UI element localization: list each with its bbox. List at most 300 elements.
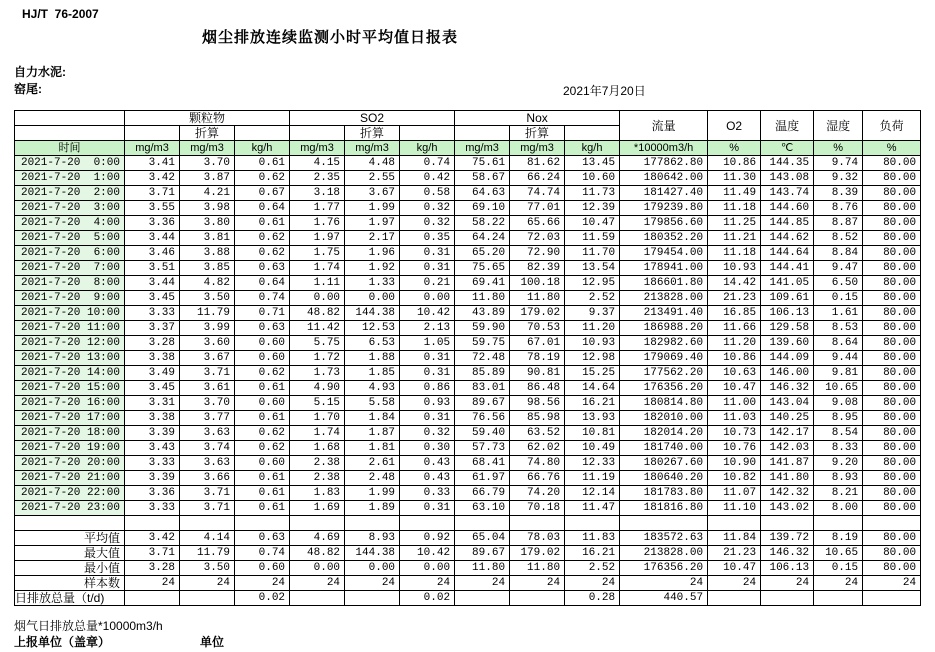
- value-cell: 3.39: [125, 471, 180, 486]
- value-cell: 180640.20: [620, 471, 708, 486]
- unit-header: %: [814, 141, 863, 156]
- table-row: [15, 201, 921, 216]
- value-cell: 1.81: [345, 441, 400, 456]
- summary-value-cell: 24: [180, 576, 235, 591]
- value-cell: 0.63: [235, 261, 290, 276]
- value-cell: 10.47: [565, 216, 620, 231]
- summary-value-cell: 0.60: [235, 561, 290, 576]
- value-cell: 2.61: [345, 456, 400, 471]
- value-cell: 3.51: [125, 261, 180, 276]
- value-cell: 3.44: [125, 231, 180, 246]
- summary-row: [15, 591, 921, 606]
- value-cell: 11.59: [565, 231, 620, 246]
- value-cell: 8.95: [814, 411, 863, 426]
- value-cell: 1.74: [290, 261, 345, 276]
- summary-value-cell: 24: [510, 576, 565, 591]
- value-cell: 66.24: [510, 171, 565, 186]
- table-row: [15, 441, 921, 456]
- value-cell: 143.08: [761, 171, 814, 186]
- empty-cell: [455, 516, 510, 531]
- value-cell: 0.00: [400, 291, 455, 306]
- value-cell: 181740.00: [620, 441, 708, 456]
- value-cell: 2.17: [345, 231, 400, 246]
- summary-value-cell: 24: [345, 576, 400, 591]
- value-cell: 180352.20: [620, 231, 708, 246]
- value-cell: 0.60: [235, 396, 290, 411]
- table-row: [15, 396, 921, 411]
- time-cell: 2021-7-20 2:00: [15, 186, 125, 201]
- company-name: 自力水泥:: [14, 65, 66, 79]
- summary-value-cell: 11.80: [455, 561, 510, 576]
- summary-value-cell: 89.67: [455, 546, 510, 561]
- table-row: [15, 366, 921, 381]
- summary-value-cell: 0.00: [290, 561, 345, 576]
- empty-cell: [15, 516, 125, 531]
- unit-header: mg/m3: [455, 141, 510, 156]
- value-cell: 3.49: [125, 366, 180, 381]
- summary-value-cell: 24: [400, 576, 455, 591]
- time-cell: 2021-7-20 6:00: [15, 246, 125, 261]
- time-cell: 2021-7-20 7:00: [15, 261, 125, 276]
- unit-header: *10000m3/h: [620, 141, 708, 156]
- value-cell: 8.52: [814, 231, 863, 246]
- group-header-so2: SO2: [290, 111, 455, 126]
- value-cell: 80.00: [863, 246, 921, 261]
- empty-header-cell: [290, 126, 345, 141]
- value-cell: 182014.20: [620, 426, 708, 441]
- value-cell: 1.92: [345, 261, 400, 276]
- value-cell: 80.00: [863, 381, 921, 396]
- value-cell: 67.01: [510, 336, 565, 351]
- spacer-row: [15, 516, 921, 531]
- value-cell: 177862.80: [620, 156, 708, 171]
- summary-value-cell: 11.79: [180, 546, 235, 561]
- value-cell: 176356.20: [620, 381, 708, 396]
- value-cell: 80.00: [863, 171, 921, 186]
- summary-value-cell: 176356.20: [620, 561, 708, 576]
- value-cell: 66.76: [510, 471, 565, 486]
- value-cell: 3.39: [125, 426, 180, 441]
- value-cell: 11.10: [708, 501, 761, 516]
- value-cell: 129.58: [761, 321, 814, 336]
- value-cell: 11.19: [565, 471, 620, 486]
- time-cell: 2021-7-20 3:00: [15, 201, 125, 216]
- value-cell: 3.67: [345, 186, 400, 201]
- value-cell: 69.41: [455, 276, 510, 291]
- value-cell: 3.36: [125, 216, 180, 231]
- time-cell: 2021-7-20 0:00: [15, 156, 125, 171]
- value-cell: 3.67: [180, 351, 235, 366]
- value-cell: 178941.00: [620, 261, 708, 276]
- value-cell: 3.50: [180, 291, 235, 306]
- value-cell: 9.08: [814, 396, 863, 411]
- value-cell: 0.21: [400, 276, 455, 291]
- value-cell: 2.38: [290, 471, 345, 486]
- value-cell: 144.64: [761, 246, 814, 261]
- value-cell: 213491.40: [620, 306, 708, 321]
- summary-value-cell: 24: [761, 576, 814, 591]
- time-cell: 2021-7-20 10:00: [15, 306, 125, 321]
- value-cell: 213828.00: [620, 291, 708, 306]
- value-cell: 3.74: [180, 441, 235, 456]
- value-cell: 1.73: [290, 366, 345, 381]
- value-cell: 80.00: [863, 396, 921, 411]
- time-cell: 2021-7-20 21:00: [15, 471, 125, 486]
- value-cell: 1.97: [290, 231, 345, 246]
- time-column-header: 时间: [15, 141, 125, 156]
- time-cell: 2021-7-20 4:00: [15, 216, 125, 231]
- value-cell: 9.44: [814, 351, 863, 366]
- value-cell: 0.31: [400, 261, 455, 276]
- summary-value-cell: 106.13: [761, 561, 814, 576]
- summary-value-cell: 213828.00: [620, 546, 708, 561]
- summary-value-cell: 78.03: [510, 531, 565, 546]
- summary-value-cell: 24: [620, 576, 708, 591]
- value-cell: 0.61: [235, 411, 290, 426]
- value-cell: 1.61: [814, 306, 863, 321]
- value-cell: 5.58: [345, 396, 400, 411]
- value-cell: 80.00: [863, 201, 921, 216]
- value-cell: 2.13: [400, 321, 455, 336]
- time-cell: 2021-7-20 18:00: [15, 426, 125, 441]
- time-cell: 2021-7-20 12:00: [15, 336, 125, 351]
- unit-header: mg/m3: [180, 141, 235, 156]
- value-cell: 59.90: [455, 321, 510, 336]
- value-cell: 3.60: [180, 336, 235, 351]
- value-cell: 1.75: [290, 246, 345, 261]
- value-cell: 4.15: [290, 156, 345, 171]
- time-cell: 2021-7-20 8:00: [15, 276, 125, 291]
- value-cell: 1.05: [400, 336, 455, 351]
- value-cell: 0.61: [235, 381, 290, 396]
- value-cell: 9.47: [814, 261, 863, 276]
- value-cell: 140.25: [761, 411, 814, 426]
- unit-header: kg/h: [565, 141, 620, 156]
- table-row: [15, 216, 921, 231]
- value-cell: 10.73: [708, 426, 761, 441]
- kiln-label: 窑尾:: [14, 82, 42, 96]
- value-cell: 80.00: [863, 276, 921, 291]
- value-cell: 0.62: [235, 366, 290, 381]
- table-row: [15, 186, 921, 201]
- table-row: [15, 156, 921, 171]
- value-cell: 141.05: [761, 276, 814, 291]
- header-row-units: [15, 141, 921, 156]
- value-cell: 1.99: [345, 486, 400, 501]
- summary-value-cell: 440.57: [620, 591, 708, 606]
- value-cell: 146.32: [761, 381, 814, 396]
- value-cell: 0.74: [400, 156, 455, 171]
- value-cell: 12.98: [565, 351, 620, 366]
- converted-header-so2: 折算: [345, 126, 400, 141]
- value-cell: 0.61: [235, 501, 290, 516]
- summary-value-cell: [510, 591, 565, 606]
- value-cell: 81.62: [510, 156, 565, 171]
- value-cell: 8.53: [814, 321, 863, 336]
- value-cell: 48.82: [290, 306, 345, 321]
- value-cell: 78.19: [510, 351, 565, 366]
- value-cell: 3.45: [125, 291, 180, 306]
- report-date: 2021年7月20日: [563, 84, 646, 98]
- summary-value-cell: 0.02: [235, 591, 290, 606]
- value-cell: 74.80: [510, 456, 565, 471]
- value-cell: 181427.40: [620, 186, 708, 201]
- value-cell: 181783.80: [620, 486, 708, 501]
- summary-value-cell: 24: [235, 576, 290, 591]
- summary-value-cell: 2.52: [565, 561, 620, 576]
- value-cell: 72.03: [510, 231, 565, 246]
- value-cell: 3.88: [180, 246, 235, 261]
- value-cell: 70.53: [510, 321, 565, 336]
- time-cell: 2021-7-20 19:00: [15, 441, 125, 456]
- value-cell: 144.09: [761, 351, 814, 366]
- table-row: [15, 246, 921, 261]
- value-cell: 86.48: [510, 381, 565, 396]
- value-cell: 10.76: [708, 441, 761, 456]
- table-row: [15, 171, 921, 186]
- value-cell: 3.36: [125, 486, 180, 501]
- flow-total-note: 烟气日排放总量*10000m3/h: [14, 619, 163, 633]
- summary-value-cell: [761, 591, 814, 606]
- value-cell: 12.14: [565, 486, 620, 501]
- unit-header: kg/h: [235, 141, 290, 156]
- value-cell: 141.87: [761, 456, 814, 471]
- value-cell: 2.35: [290, 171, 345, 186]
- summary-row: [15, 546, 921, 561]
- value-cell: 80.00: [863, 366, 921, 381]
- value-cell: 58.67: [455, 171, 510, 186]
- value-cell: 0.58: [400, 186, 455, 201]
- value-cell: 0.74: [235, 291, 290, 306]
- value-cell: 72.90: [510, 246, 565, 261]
- value-cell: 10.82: [708, 471, 761, 486]
- summary-value-cell: 11.83: [565, 531, 620, 546]
- value-cell: 80.00: [863, 156, 921, 171]
- summary-value-cell: 80.00: [863, 561, 921, 576]
- value-cell: 4.48: [345, 156, 400, 171]
- empty-cell: [761, 516, 814, 531]
- value-cell: 12.95: [565, 276, 620, 291]
- value-cell: 59.40: [455, 426, 510, 441]
- value-cell: 0.42: [400, 171, 455, 186]
- value-cell: 10.90: [708, 456, 761, 471]
- value-cell: 3.28: [125, 336, 180, 351]
- empty-cell: [400, 516, 455, 531]
- empty-header-cell: [15, 111, 125, 126]
- value-cell: 0.31: [400, 366, 455, 381]
- value-cell: 179856.60: [620, 216, 708, 231]
- summary-value-cell: [180, 591, 235, 606]
- empty-cell: [565, 516, 620, 531]
- summary-value-cell: 24: [125, 576, 180, 591]
- time-cell: 2021-7-20 1:00: [15, 171, 125, 186]
- report-unit-label: 上报单位（盖章）: [14, 635, 111, 649]
- value-cell: 3.63: [180, 456, 235, 471]
- value-cell: 0.31: [400, 246, 455, 261]
- value-cell: 142.17: [761, 426, 814, 441]
- summary-label: 样本数: [15, 576, 125, 591]
- value-cell: 76.56: [455, 411, 510, 426]
- value-cell: 10.47: [708, 381, 761, 396]
- value-cell: 90.81: [510, 366, 565, 381]
- value-cell: 65.66: [510, 216, 565, 231]
- empty-header-cell: [400, 126, 455, 141]
- table-row: [15, 426, 921, 441]
- table-row: [15, 276, 921, 291]
- value-cell: 1.74: [290, 426, 345, 441]
- value-cell: 9.74: [814, 156, 863, 171]
- table-row: [15, 411, 921, 426]
- summary-value-cell: 10.65: [814, 546, 863, 561]
- value-cell: 0.62: [235, 171, 290, 186]
- group-header-load: 负荷: [863, 111, 921, 141]
- value-cell: 139.60: [761, 336, 814, 351]
- summary-value-cell: 24: [814, 576, 863, 591]
- value-cell: 146.00: [761, 366, 814, 381]
- value-cell: 69.10: [455, 201, 510, 216]
- value-cell: 98.56: [510, 396, 565, 411]
- value-cell: 77.01: [510, 201, 565, 216]
- unit-label: 单位: [200, 635, 225, 649]
- value-cell: 0.32: [400, 216, 455, 231]
- empty-cell: [125, 516, 180, 531]
- value-cell: 4.21: [180, 186, 235, 201]
- empty-header-cell: [15, 126, 125, 141]
- value-cell: 186988.20: [620, 321, 708, 336]
- value-cell: 144.60: [761, 201, 814, 216]
- value-cell: 0.31: [400, 351, 455, 366]
- value-cell: 0.32: [400, 426, 455, 441]
- value-cell: 80.00: [863, 456, 921, 471]
- summary-value-cell: [863, 591, 921, 606]
- summary-value-cell: 3.71: [125, 546, 180, 561]
- value-cell: 11.21: [708, 231, 761, 246]
- value-cell: 8.00: [814, 501, 863, 516]
- value-cell: 63.10: [455, 501, 510, 516]
- value-cell: 8.54: [814, 426, 863, 441]
- summary-label: 平均值: [15, 531, 125, 546]
- value-cell: 11.80: [510, 291, 565, 306]
- value-cell: 3.70: [180, 396, 235, 411]
- summary-value-cell: 24: [290, 576, 345, 591]
- value-cell: 80.00: [863, 306, 921, 321]
- value-cell: 11.73: [565, 186, 620, 201]
- value-cell: 65.20: [455, 246, 510, 261]
- value-cell: 144.41: [761, 261, 814, 276]
- summary-value-cell: [814, 591, 863, 606]
- value-cell: 1.84: [345, 411, 400, 426]
- value-cell: 179069.40: [620, 351, 708, 366]
- value-cell: 12.33: [565, 456, 620, 471]
- table-row: [15, 456, 921, 471]
- value-cell: 3.31: [125, 396, 180, 411]
- value-cell: 16.85: [708, 306, 761, 321]
- value-cell: 11.70: [565, 246, 620, 261]
- value-cell: 8.87: [814, 216, 863, 231]
- value-cell: 85.98: [510, 411, 565, 426]
- group-header-temp: 温度: [761, 111, 814, 141]
- time-cell: 2021-7-20 13:00: [15, 351, 125, 366]
- value-cell: 75.61: [455, 156, 510, 171]
- value-cell: 3.33: [125, 501, 180, 516]
- summary-value-cell: 144.38: [345, 546, 400, 561]
- value-cell: 186601.80: [620, 276, 708, 291]
- value-cell: 89.67: [455, 396, 510, 411]
- value-cell: 13.93: [565, 411, 620, 426]
- value-cell: 0.67: [235, 186, 290, 201]
- summary-value-cell: [708, 591, 761, 606]
- value-cell: 80.00: [863, 486, 921, 501]
- value-cell: 3.77: [180, 411, 235, 426]
- value-cell: 13.45: [565, 156, 620, 171]
- value-cell: 74.74: [510, 186, 565, 201]
- value-cell: 179.02: [510, 306, 565, 321]
- value-cell: 10.93: [565, 336, 620, 351]
- value-cell: 0.61: [235, 216, 290, 231]
- value-cell: 3.42: [125, 171, 180, 186]
- value-cell: 0.62: [235, 441, 290, 456]
- value-cell: 0.61: [235, 486, 290, 501]
- group-header-pm: 颗粒物: [125, 111, 290, 126]
- summary-value-cell: 65.04: [455, 531, 510, 546]
- value-cell: 14.42: [708, 276, 761, 291]
- value-cell: 0.93: [400, 396, 455, 411]
- summary-value-cell: 0.00: [345, 561, 400, 576]
- value-cell: 0.33: [400, 486, 455, 501]
- summary-value-cell: 8.93: [345, 531, 400, 546]
- time-cell: 2021-7-20 23:00: [15, 501, 125, 516]
- value-cell: 0.31: [400, 501, 455, 516]
- group-header-flow: 流量: [620, 111, 708, 141]
- summary-value-cell: 0.00: [400, 561, 455, 576]
- value-cell: 3.85: [180, 261, 235, 276]
- value-cell: 80.00: [863, 471, 921, 486]
- value-cell: 1.97: [345, 216, 400, 231]
- converted-header-pm: 折算: [180, 126, 235, 141]
- table-row: [15, 351, 921, 366]
- value-cell: 3.87: [180, 171, 235, 186]
- value-cell: 0.60: [235, 336, 290, 351]
- value-cell: 11.07: [708, 486, 761, 501]
- value-cell: 3.71: [180, 366, 235, 381]
- table-row: [15, 321, 921, 336]
- summary-value-cell: 0.28: [565, 591, 620, 606]
- value-cell: 14.64: [565, 381, 620, 396]
- table-row: [15, 231, 921, 246]
- value-cell: 11.00: [708, 396, 761, 411]
- value-cell: 85.89: [455, 366, 510, 381]
- summary-value-cell: 11.84: [708, 531, 761, 546]
- value-cell: 3.18: [290, 186, 345, 201]
- value-cell: 10.60: [565, 171, 620, 186]
- value-cell: 3.71: [180, 501, 235, 516]
- value-cell: 74.20: [510, 486, 565, 501]
- value-cell: 9.81: [814, 366, 863, 381]
- value-cell: 83.01: [455, 381, 510, 396]
- value-cell: 8.76: [814, 201, 863, 216]
- value-cell: 1.89: [345, 501, 400, 516]
- value-cell: 1.68: [290, 441, 345, 456]
- value-cell: 66.79: [455, 486, 510, 501]
- table-row: [15, 471, 921, 486]
- value-cell: 80.00: [863, 411, 921, 426]
- table-row: [15, 381, 921, 396]
- value-cell: 0.61: [235, 156, 290, 171]
- value-cell: 144.38: [345, 306, 400, 321]
- table-row: [15, 501, 921, 516]
- value-cell: 3.71: [125, 186, 180, 201]
- summary-value-cell: 10.47: [708, 561, 761, 576]
